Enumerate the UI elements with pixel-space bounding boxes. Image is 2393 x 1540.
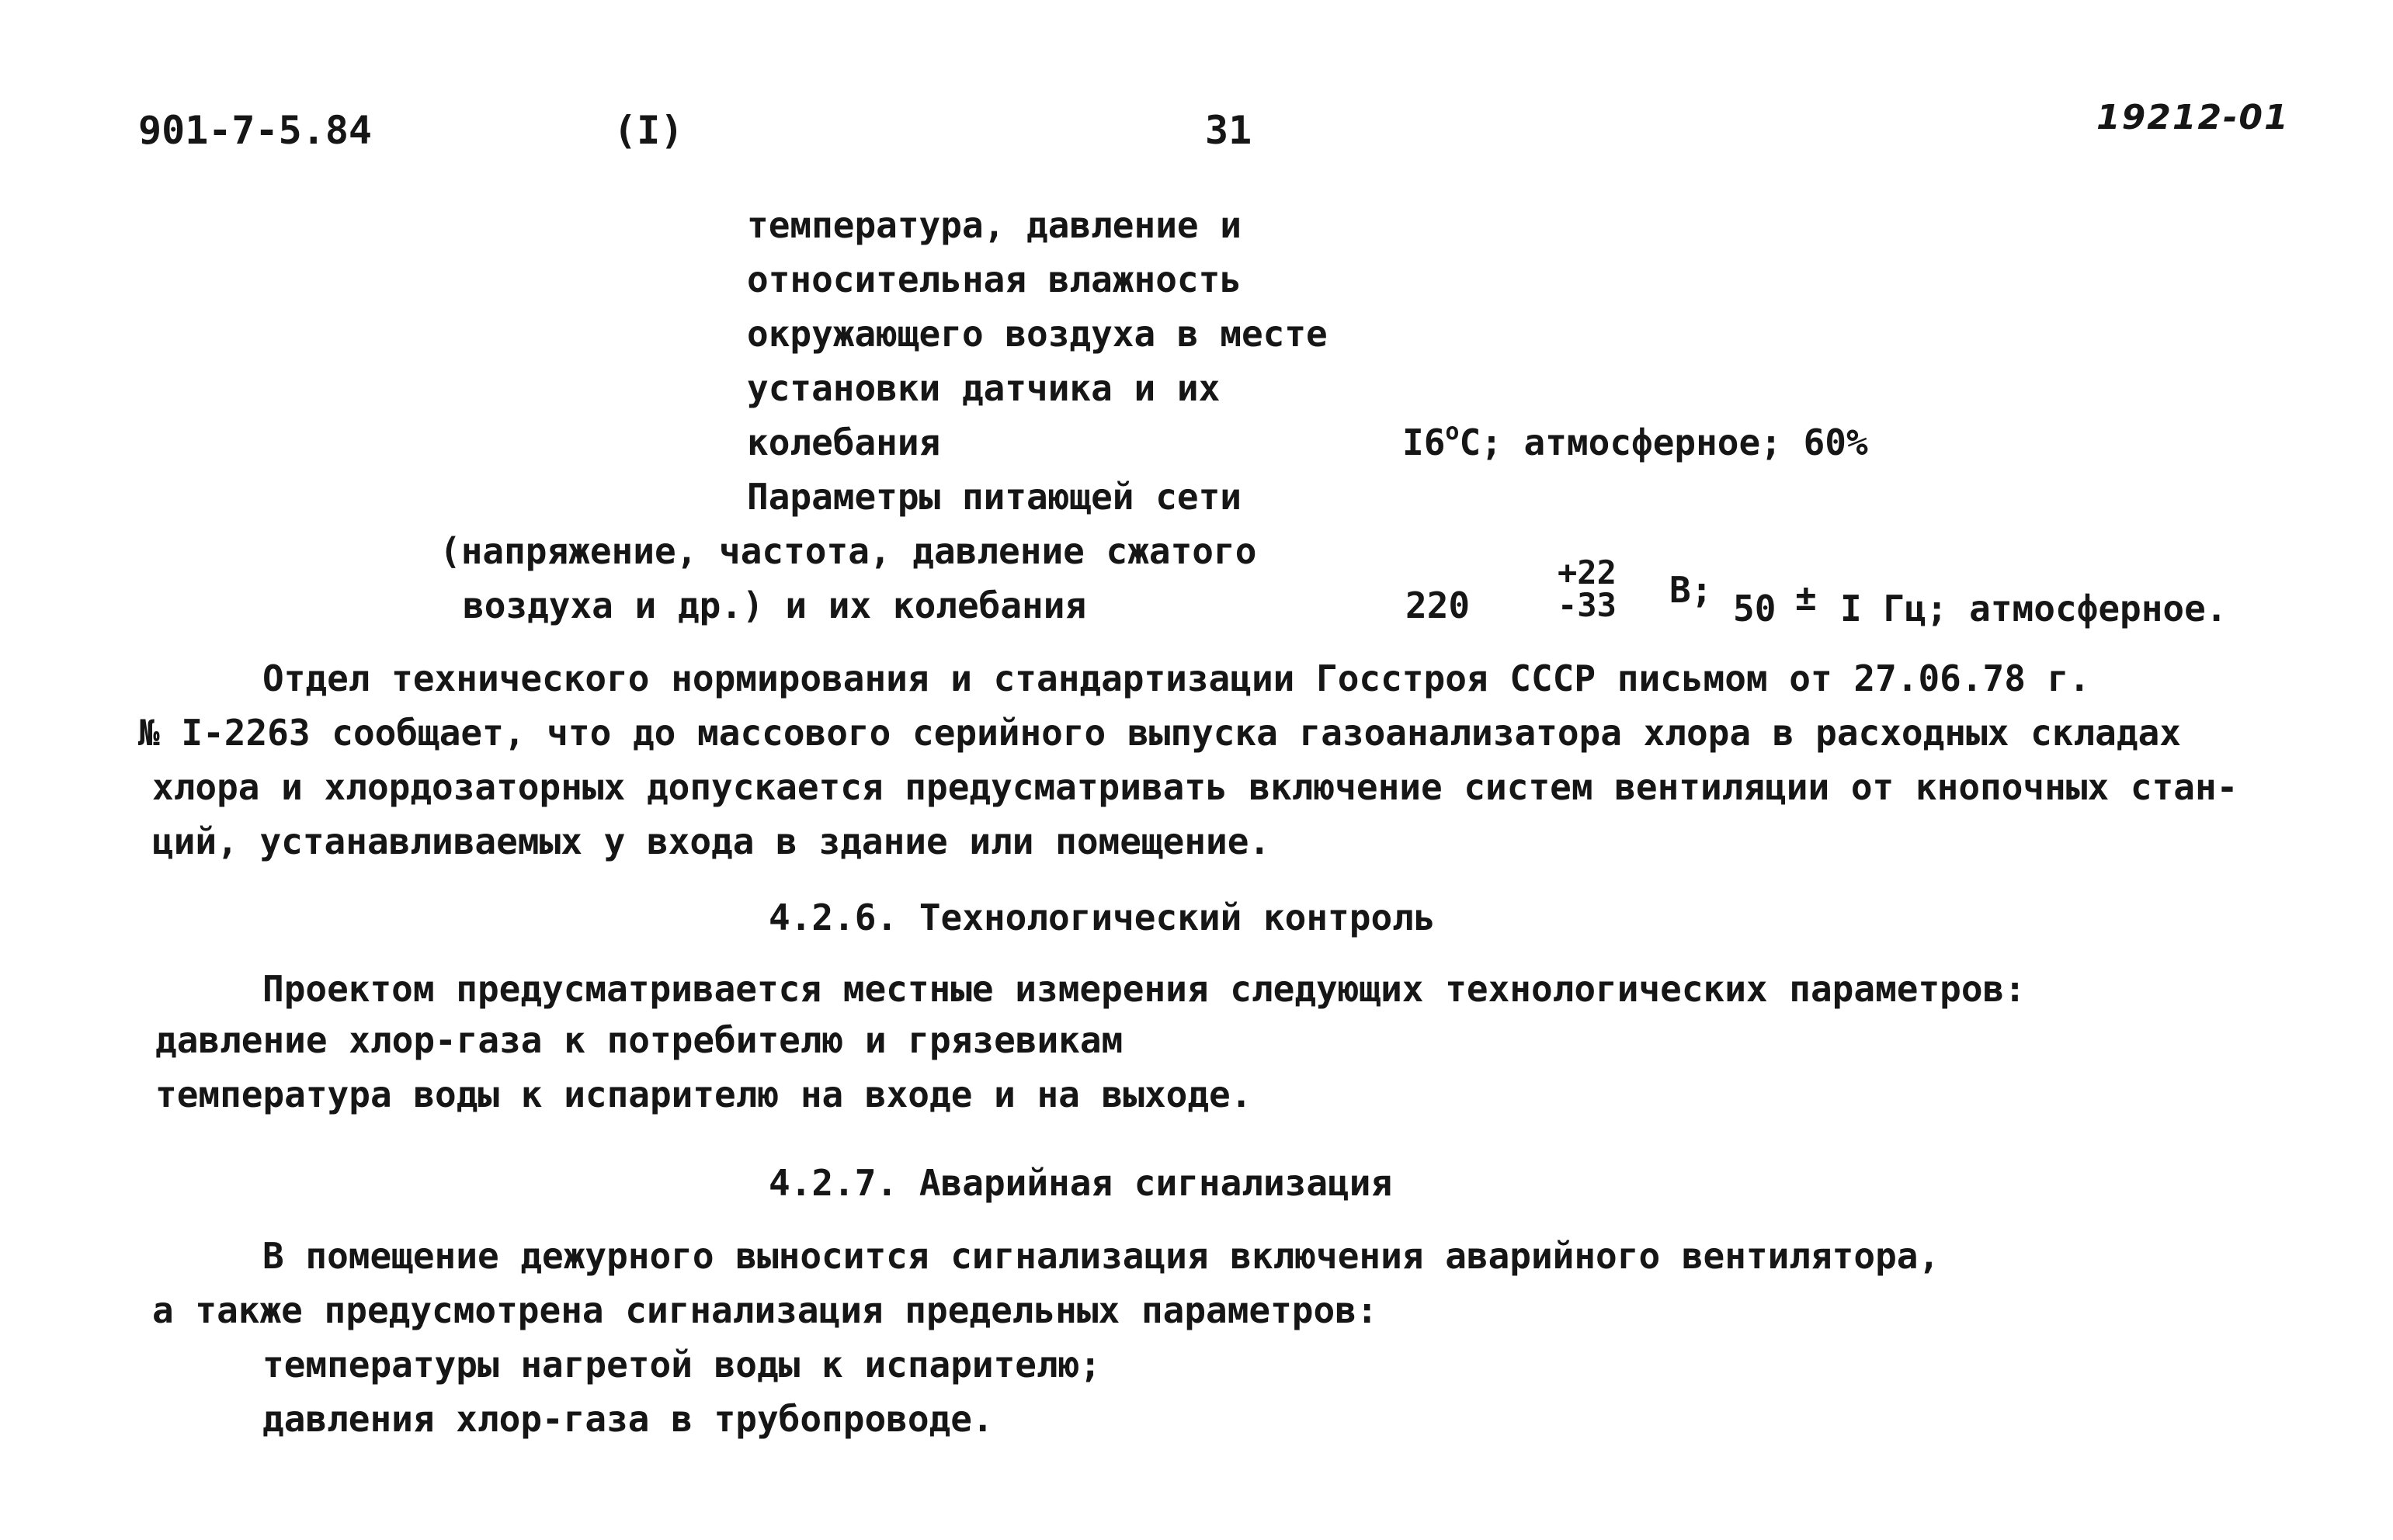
paragraph-1-line-2: № I-2263 сообщает, что до массового серийного выпуска газоанализатора хлора в расходных складах <box>138 712 2181 754</box>
section-4-2-7-line-3: температуры нагретой воды к испарителю; <box>262 1344 1102 1386</box>
paragraph-1-line-3: хлора и хлордозаторных допускается предусматривать включение систем вентиляции от кнопочных стан- <box>152 766 2238 808</box>
power-frequency-rest: I Гц; атмосферное. <box>1840 588 2228 630</box>
conditions-line-1: температура, давление и <box>747 204 1242 246</box>
conditions-value <box>1402 418 1868 470</box>
section-heading-4-2-6: 4.2.6. Технологический контроль <box>769 897 1436 938</box>
paragraph-1-line-1: Отдел технического нормирования и стандартизации Госстроя СССР письмом от 27.06.78 г. <box>262 657 2091 699</box>
section-4-2-6-line-3: температура воды к испарителю на входе и на выходе. <box>155 1073 1252 1115</box>
section-4-2-7-line-4: давления хлор-газа в трубопроводе. <box>262 1398 994 1440</box>
power-frequency: 50 <box>1733 588 1777 630</box>
section-4-2-7-line-2: а также предусмотрена сигнализация предельных параметров: <box>152 1289 1378 1331</box>
paragraph-1-line-4: ций, устанавливаемых у входа в здание или помещение. <box>152 820 1271 862</box>
power-line-2: (напряжение, частота, давление сжатого <box>439 530 1257 572</box>
conditions-line-5: колебания <box>747 421 941 463</box>
page-number: 31 <box>1205 108 1252 153</box>
doc-part: (I) <box>613 108 684 153</box>
conditions-line-2: относительная влажность <box>747 258 1242 300</box>
archive-stamp: 19212-01 <box>2096 98 2290 137</box>
conditions-value-prefix: I6 <box>1402 421 1446 463</box>
section-4-2-6-line-1: Проектом предусматривается местные измерения следующих технологических параметров: <box>262 968 2026 1010</box>
power-line-3: воздуха и др.) и их колебания <box>463 584 1087 626</box>
conditions-line-4: установки датчика и их <box>747 367 1221 409</box>
voltage-unit: В; <box>1669 569 1713 611</box>
voltage-tolerance-plus: +22 <box>1558 553 1617 591</box>
section-heading-4-2-7: 4.2.7. Аварийная сигнализация <box>769 1162 1393 1204</box>
plus-minus-sign: ± <box>1795 577 1817 619</box>
conditions-value-rest: C; атмосферное; 60% <box>1459 421 1868 463</box>
section-4-2-6-line-2: давление хлор-газа к потребителю и грязевикам <box>155 1019 1124 1061</box>
power-voltage: 220 <box>1405 584 1471 626</box>
degree-superscript: o <box>1445 418 1460 446</box>
conditions-line-3: окружающего воздуха в месте <box>747 313 1328 355</box>
section-4-2-7-line-1: В помещение дежурного выносится сигнализация включения аварийного вентилятора, <box>262 1235 1940 1277</box>
doc-code: 901-7-5.84 <box>138 108 373 153</box>
power-line-1: Параметры питающей сети <box>747 476 1242 518</box>
voltage-tolerance-minus: -33 <box>1558 586 1617 624</box>
